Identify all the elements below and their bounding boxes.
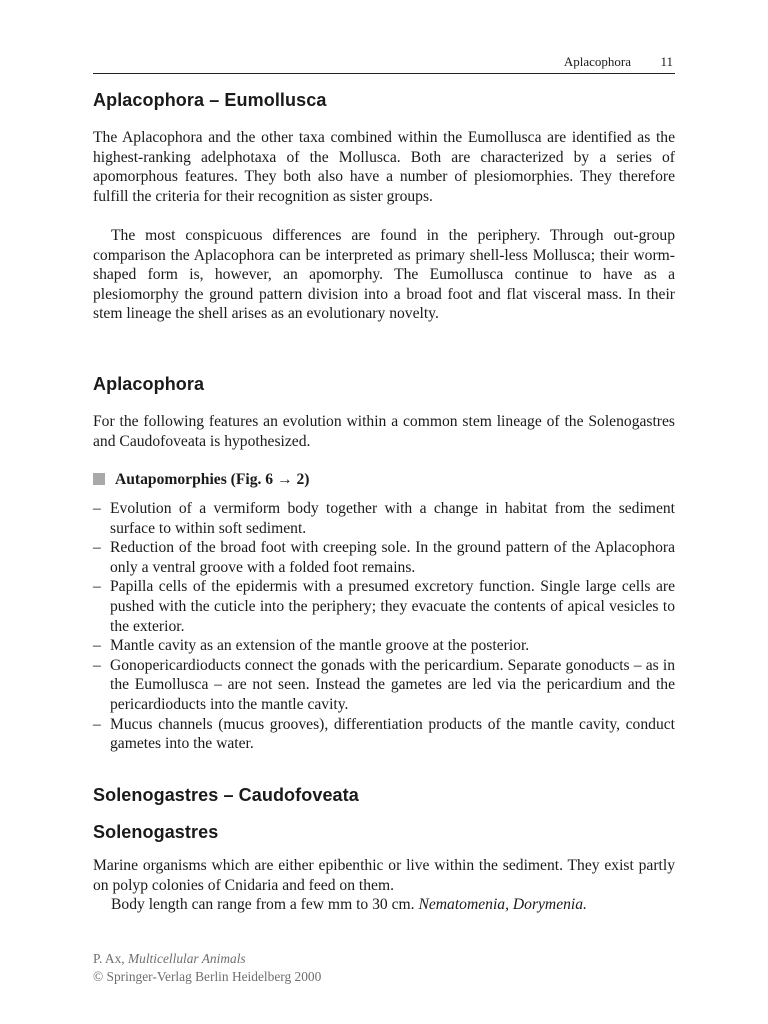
dash-marker: – [93,578,101,596]
list-item [93,538,675,577]
list-item-text: Mantle cavity as an extension of the mantle groove at the posterior. [110,637,530,655]
dash-marker: – [93,539,101,557]
body-length-text: Body length can range from a few mm to 30 cm. [111,896,419,913]
footer-book-title: Multicellular Animals [127,951,246,966]
paragraph-sister-groups: The Aplacophora and the other taxa combined within the Eumollusca are identified as the highest-ranking adelphotaxa of the Mollusca. Both are characterized by a series of apomorphous features. They both also have a number of plesiomorphies. They therefore fulfill the criteria for their recognition as sister groups. [93,129,675,205]
section-heading-aplacophora: Aplacophora [93,374,205,394]
list-item [93,636,675,656]
autapomorphies-list [93,499,675,754]
dash-marker: – [93,500,101,517]
running-title: Aplacophora [563,54,631,69]
section-heading-aplacophora-eumollusca: Aplacophora – Eumollusca [93,90,327,110]
gray-square-bullet-icon [93,473,105,485]
dash-marker: – [93,656,101,674]
page-number: 11 [660,54,673,69]
paragraph-marine-organisms: Marine organisms which are either epibenthic or live within the sediment. They exist partly on polyp colonies of Cnidaria and feed on them. [93,857,675,894]
list-item-text: Evolution of a vermiform body together with a change in habitat from the sediment surface to within soft sediment. [110,500,675,537]
list-item-text: Reduction of the broad foot with creeping sole. In the ground pattern of the Aplacophora only a ventral groove with a folded foot remains. [110,539,675,576]
genera-names: Nematomenia, Dorymenia. [418,896,587,913]
footer-imprint [93,950,675,986]
footer-copyright: © Springer-Verlag Berlin Heidelberg 2000 [93,969,322,984]
subsection-heading-solenogastres: Solenogastres [93,822,219,842]
dash-marker: – [93,637,101,655]
paragraph-body-length [93,895,675,915]
list-item [93,499,675,538]
list-item [93,577,675,636]
list-item [93,656,675,715]
paragraph-periphery-differences: The most conspicuous differences are found in the periphery. Through out-group comparison the Aplacophora can be interpreted as primary shell-less Mollusca; their worm-shaped form is, however, an apomorphy. The Eumollusca continue to have as a plesiomorphy the ground pattern division into a broad foot and flat visceral mass. In their stem lineage the shell arises as an evolutionary novelty. [93,227,675,323]
dash-marker: – [93,715,101,733]
running-head [93,54,675,72]
autapomorphies-subheading [93,471,310,491]
list-item-text: Papilla cells of the epidermis with a presumed excretory function. Single large cells are pushed with the cuticle into the periphery; they evacuate the contents of apical vesicles to the exterior. [110,578,675,635]
section-heading-solenogastres-caudofoveata: Solenogastres – Caudofoveata [93,785,359,805]
footer-author: P. Ax, [93,951,128,966]
paragraph-stem-lineage-intro: For the following features an evolution within a common stem lineage of the Solenogastres and Caudofoveata is hypothesized. [93,413,675,450]
list-item [93,715,675,754]
autapomorphies-label: Autapomorphies (Fig. 6 → 2) [115,471,310,488]
footer-author-line [93,950,675,968]
list-item-text: Mucus channels (mucus grooves), differentiation products of the mantle cavity, conduct gametes into the water. [110,715,675,753]
header-rule [93,73,675,74]
list-item-text: Gonopericardioducts connect the gonads with the pericardium. Separate gonoducts – as in the Eumollusca – are not seen. Instead the gametes are led via the pericardium and the pericardioducts into the mantle cavity. [110,656,675,713]
